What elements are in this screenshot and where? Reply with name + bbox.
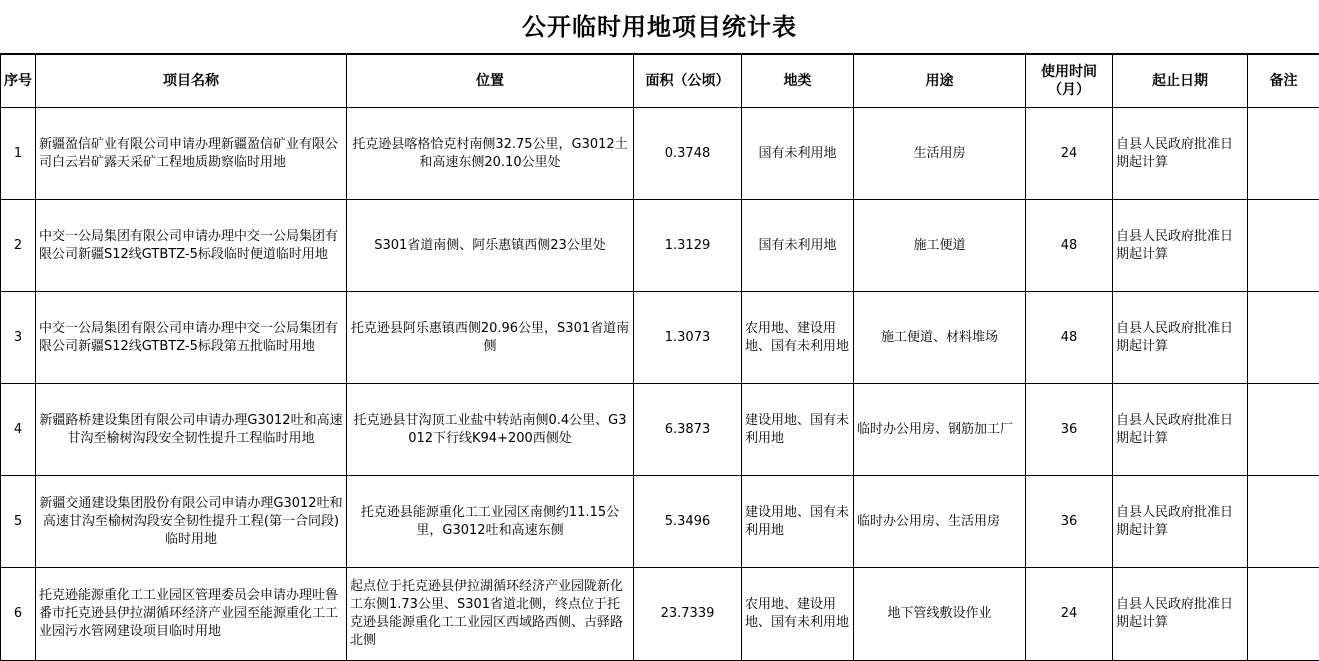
header-seq: 序号	[1, 55, 36, 108]
table-row	[1, 568, 1319, 661]
cell-duration: 48	[1026, 200, 1113, 292]
cell-usage: 施工便道、材料堆场	[854, 292, 1026, 384]
header-row	[1, 55, 1319, 108]
cell-land-type: 国有未利用地	[742, 108, 854, 200]
cell-area: 1.3129	[634, 200, 742, 292]
table-row	[1, 476, 1319, 568]
cell-area: 23.7339	[634, 568, 742, 661]
cell-duration: 36	[1026, 476, 1113, 568]
header-location: 位置	[347, 55, 634, 108]
table-row	[1, 384, 1319, 476]
cell-usage: 生活用房	[854, 108, 1026, 200]
cell-land-type: 建设用地、国有未利用地	[742, 384, 854, 476]
cell-name: 中交一公局集团有限公司申请办理中交一公局集团有限公司新疆S12线GTBTZ-5标段第五批临时用地	[36, 292, 347, 384]
header-period: 起止日期	[1113, 55, 1248, 108]
header-area: 面积（公顷）	[634, 55, 742, 108]
cell-period: 自县人民政府批准日期起计算	[1113, 292, 1248, 384]
cell-remark	[1248, 200, 1319, 292]
cell-seq: 1	[1, 108, 36, 200]
cell-period: 自县人民政府批准日期起计算	[1113, 568, 1248, 661]
cell-land-type: 建设用地、国有未利用地	[742, 476, 854, 568]
cell-remark	[1248, 292, 1319, 384]
cell-seq: 6	[1, 568, 36, 661]
cell-land-type: 农用地、建设用地、国有未利用地	[742, 292, 854, 384]
land-use-table	[0, 54, 1319, 661]
cell-period: 自县人民政府批准日期起计算	[1113, 476, 1248, 568]
cell-land-type: 农用地、建设用地、国有未利用地	[742, 568, 854, 661]
cell-name: 托克逊能源重化工工业园区管理委员会申请办理吐鲁番市托克逊县伊拉湖循环经济产业园至能源重化工工业园污水管网建设项目临时用地	[36, 568, 347, 661]
cell-location: 托克逊县喀格恰克村南侧32.75公里，G3012土和高速东侧20.10公里处	[347, 108, 634, 200]
table-row	[1, 292, 1319, 384]
cell-seq: 5	[1, 476, 36, 568]
cell-duration: 24	[1026, 568, 1113, 661]
cell-period: 自县人民政府批准日期起计算	[1113, 200, 1248, 292]
cell-area: 0.3748	[634, 108, 742, 200]
table-row	[1, 200, 1319, 292]
cell-period: 自县人民政府批准日期起计算	[1113, 384, 1248, 476]
cell-remark	[1248, 476, 1319, 568]
cell-location: 起点位于托克逊县伊拉湖循环经济产业园陇新化工东侧1.73公里、S301省道北侧，终点位于托克逊县能源重化工工业园区西域路西侧、古驿路北侧	[347, 568, 634, 661]
header-usage: 用途	[854, 55, 1026, 108]
cell-name: 中交一公局集团有限公司申请办理中交一公局集团有限公司新疆S12线GTBTZ-5标段临时便道临时用地	[36, 200, 347, 292]
cell-name: 新疆交通建设集团股份有限公司申请办理G3012吐和高速甘沟至榆树沟段安全韧性提升工程(第一合同段)临时用地	[36, 476, 347, 568]
cell-name: 新疆路桥建设集团有限公司申请办理G3012吐和高速甘沟至榆树沟段安全韧性提升工程临时用地	[36, 384, 347, 476]
cell-remark	[1248, 384, 1319, 476]
cell-location: 托克逊县阿乐惠镇西侧20.96公里，S301省道南侧	[347, 292, 634, 384]
cell-location: S301省道南侧、阿乐惠镇西侧23公里处	[347, 200, 634, 292]
cell-location: 托克逊县能源重化工工业园区南侧约11.15公里，G3012吐和高速东侧	[347, 476, 634, 568]
header-remark: 备注	[1248, 55, 1319, 108]
cell-land-type: 国有未利用地	[742, 200, 854, 292]
page-title: 公开临时用地项目统计表	[0, 0, 1319, 54]
cell-area: 6.3873	[634, 384, 742, 476]
cell-area: 5.3496	[634, 476, 742, 568]
cell-location: 托克逊县甘沟顶工业盐中转站南侧0.4公里、G3012下行线K94+200西侧处	[347, 384, 634, 476]
header-name: 项目名称	[36, 55, 347, 108]
cell-usage: 地下管线敷设作业	[854, 568, 1026, 661]
cell-remark	[1248, 568, 1319, 661]
cell-usage: 临时办公用房、钢筋加工厂	[854, 384, 1026, 476]
cell-duration: 48	[1026, 292, 1113, 384]
cell-duration: 24	[1026, 108, 1113, 200]
cell-remark	[1248, 108, 1319, 200]
cell-usage: 临时办公用房、生活用房	[854, 476, 1026, 568]
cell-seq: 2	[1, 200, 36, 292]
cell-period: 自县人民政府批准日期起计算	[1113, 108, 1248, 200]
cell-area: 1.3073	[634, 292, 742, 384]
cell-name: 新疆盈信矿业有限公司申请办理新疆盈信矿业有限公司白云岩矿露天采矿工程地质勘察临时用地	[36, 108, 347, 200]
cell-seq: 3	[1, 292, 36, 384]
cell-seq: 4	[1, 384, 36, 476]
header-land-type: 地类	[742, 55, 854, 108]
header-duration: 使用时间（月）	[1026, 55, 1113, 108]
cell-usage: 施工便道	[854, 200, 1026, 292]
table-row	[1, 108, 1319, 200]
cell-duration: 36	[1026, 384, 1113, 476]
